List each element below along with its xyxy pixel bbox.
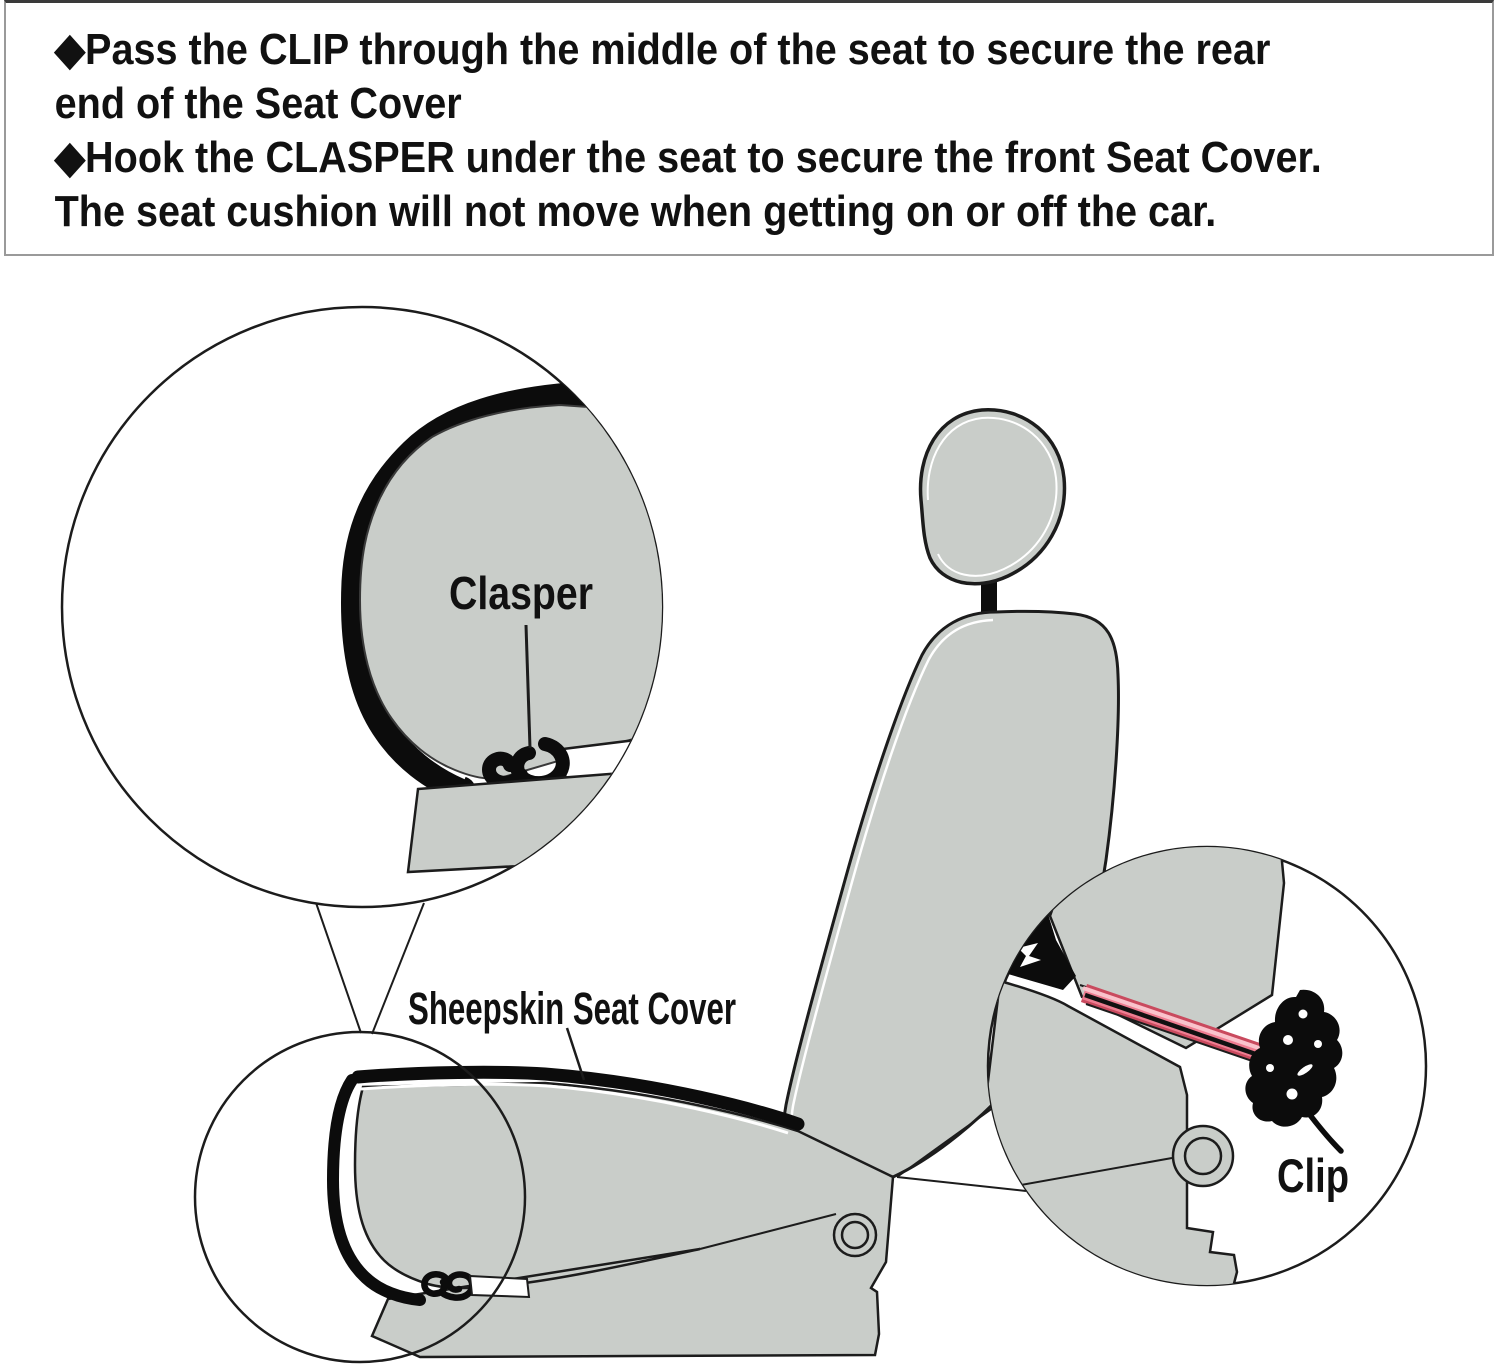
instructions-text [6, 3, 1343, 239]
clasper-label: Clasper [449, 567, 594, 619]
instruction-line: The seat cushion will not move when getting on or off the car. [54, 187, 1217, 236]
instruction-line: end of the Seat Cover [54, 79, 462, 128]
clip-label: Clip [1277, 1149, 1349, 1202]
seat-cover-diagram [0, 256, 1500, 1368]
seat-cover-label: Sheepskin Seat Cover [408, 983, 736, 1034]
clasper-detail-circle [62, 307, 700, 907]
instruction-line: ◆Hook the CLASPER under the seat to secure the front Seat Cover. [54, 133, 1322, 182]
magnified-recliner-pivot [1173, 1126, 1233, 1186]
recliner-pivot [834, 1214, 876, 1256]
headrest [921, 410, 1065, 584]
instruction-line: ◆Pass the CLIP through the middle of the seat to secure the rear [54, 25, 1271, 74]
instructions-panel [4, 0, 1494, 256]
